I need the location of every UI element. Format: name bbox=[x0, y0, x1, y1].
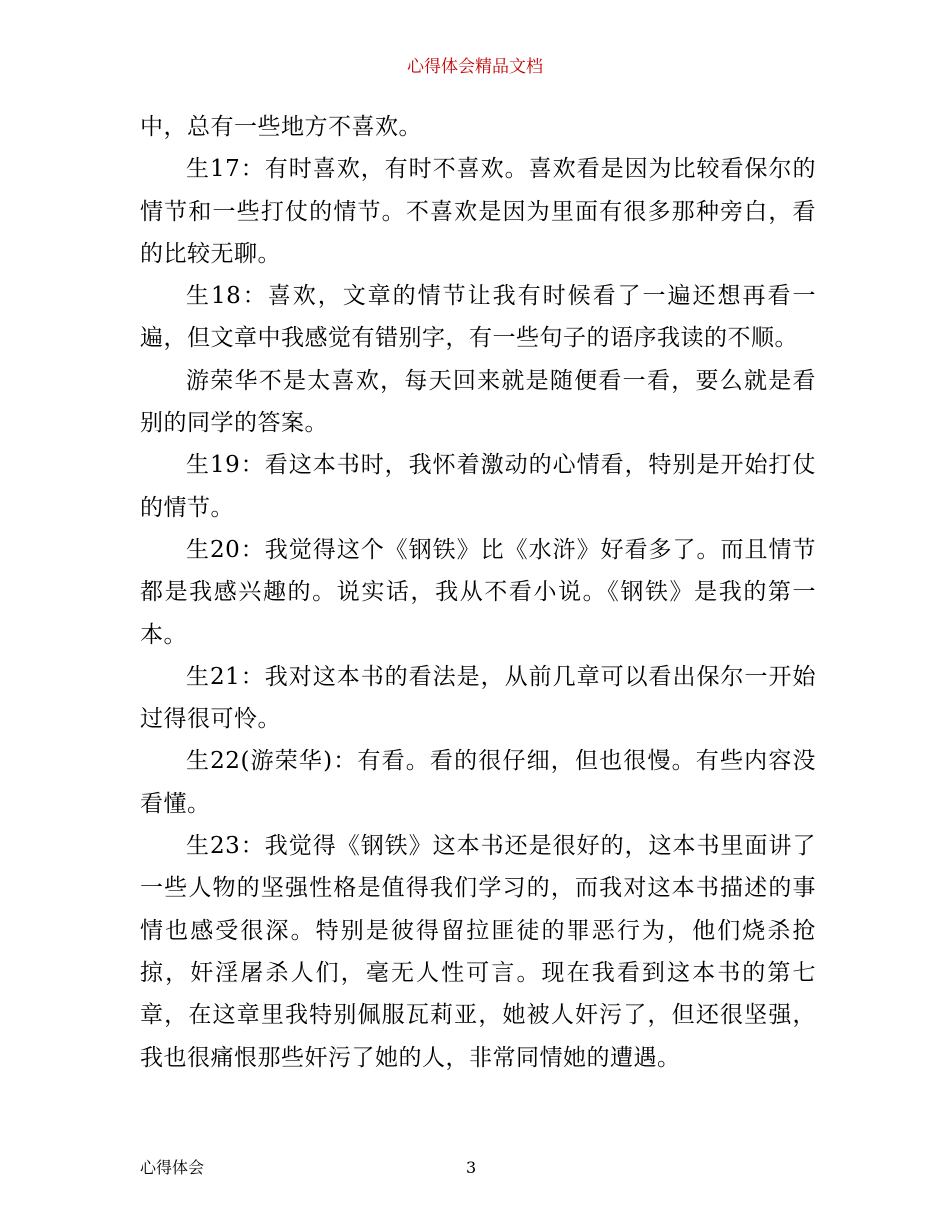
paragraph-student-18: 生18：喜欢，文章的情节让我有时候看了一遍还想再看一遍，但文章中我感觉有错别字，有一些句子的语序我读的不顺。 bbox=[140, 283, 816, 352]
paragraph-continuation: 中，总有一些地方不喜欢。 bbox=[140, 114, 422, 140]
footer-label: 心得体会 bbox=[140, 1158, 205, 1177]
paragraph-student-23: 生23：我觉得《钢铁》这本书还是很好的，这本书里面讲了一些人物的坚强性格是值得我们学习的，而我对这本书描述的事情也感受很深。特别是彼得留拉匪徒的罪恶行为，他们烧杀抢掠，奸淫屠杀人们，毫无人性可言。现在我看到这本书的第七章，在这章里我特别佩服瓦莉亚，她被人奸污了，但还很坚强，我也很痛恨那些奸污了她的人，非常同情她的遭遇。 bbox=[140, 833, 816, 1071]
paragraph-student-17: 生17：有时喜欢，有时不喜欢。喜欢看是因为比较看保尔的情节和一些打仗的情节。不喜欢是因为里面有很多那种旁白，看的比较无聊。 bbox=[140, 156, 816, 267]
paragraph-you-ronghua: 游荣华不是太喜欢，每天回来就是随便看一看，要么就是看别的同学的答案。 bbox=[140, 367, 816, 437]
paragraph-student-21: 生21：我对这本书的看法是，从前几章可以看出保尔一开始过得很可怜。 bbox=[140, 663, 816, 733]
paragraph-student-20: 生20：我觉得这个《钢铁》比《水浒》好看多了。而且情节都是我感兴趣的。说实话，我从不看小说。《钢铁》是我的第一本。 bbox=[140, 536, 816, 648]
page-number: 3 bbox=[466, 1158, 477, 1177]
page-header-title: 心得体会精品文档 bbox=[407, 57, 543, 77]
paragraph-student-19: 生19：看这本书时，我怀着激动的心情看，特别是开始打仗的情节。 bbox=[140, 452, 816, 521]
paragraph-student-22: 生22(游荣华)：有看。看的很仔细，但也很慢。有些内容没看懂。 bbox=[140, 748, 816, 817]
document-body bbox=[140, 106, 816, 1079]
